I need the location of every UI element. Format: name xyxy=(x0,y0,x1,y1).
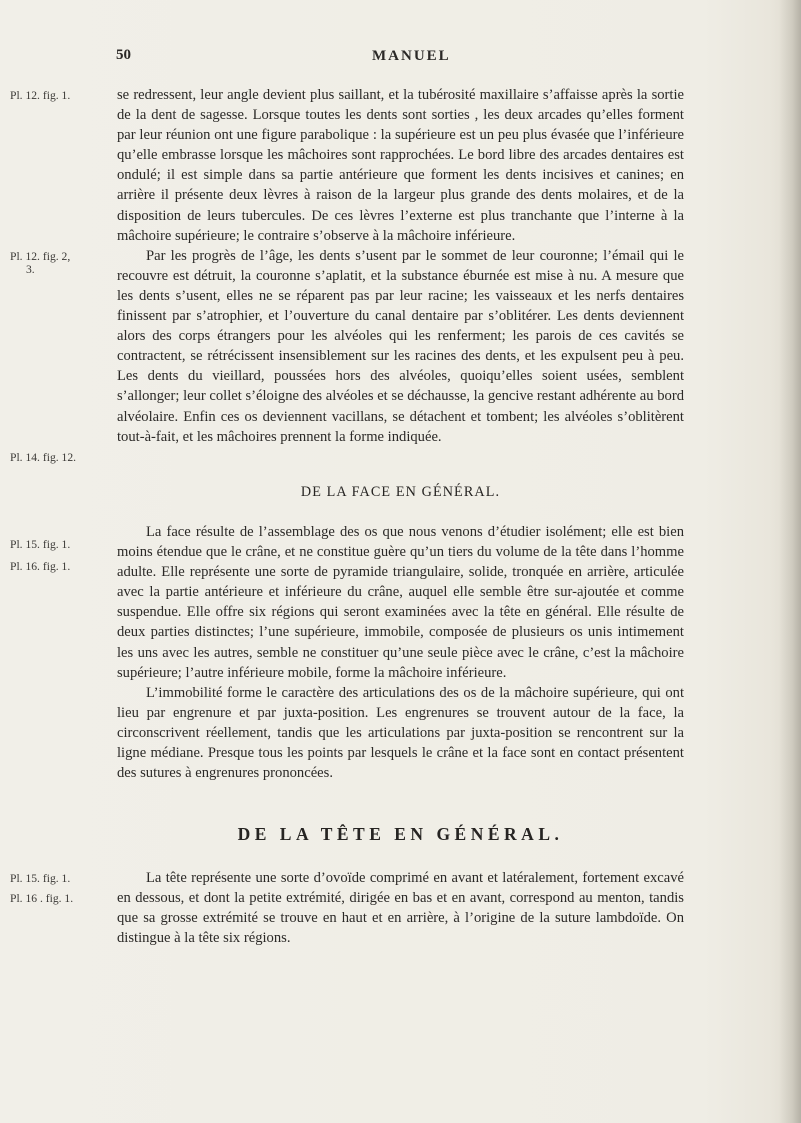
page-edge-shadow xyxy=(779,0,801,1123)
margin-note: Pl. 16. fig. 1. xyxy=(10,560,71,573)
running-head xyxy=(0,47,801,71)
page-number: 50 xyxy=(116,47,131,63)
running-title: MANUEL xyxy=(372,48,451,64)
paragraph: La face résulte de l’assemblage des os que nous venons d’étudier isolément; elle est bien moins étendue que le crâne, et ne constitue guère qu’un tiers du volume de la tête dans l’homme adulte. Elle représente une sorte de pyramide triangulaire, solide, tronquée en arrière, articulée avec la partie antérieure et inférieure du crâne, auquel elle semble être sur-ajoutée et comme suspendue. Elle offre six régions qui seront examinées avec la tête en général. Elle résulte de deux parties distinctes; l’une supérieure, immobile, composée de plusieurs os unis intimement les uns avec les autres, semble ne constituer qu’une seule pièce avec le crâne, c’est la mâchoire supérieure; l’autre inférieure mobile, forme la mâchoire inférieure. xyxy=(117,524,684,681)
body-text-section-1 xyxy=(117,85,684,447)
margin-note: Pl. 12. fig. 1. xyxy=(10,89,71,102)
section-heading: DE LA FACE EN GÉNÉRAL. xyxy=(300,484,501,500)
paragraph: La tête représente une sorte d’ovoïde comprimé en avant et latéralement, fortement excavé en dessous, et dont la petite extrémité, dirigée en bas et en avant, correspond au menton, tandis que sa grosse extrémité se trouve en haut et en arrière, à l’origine de la suture lambdoïde. On distingue à la tête six régions. xyxy=(117,870,684,947)
margin-note: Pl. 15. fig. 1. xyxy=(10,872,71,885)
margin-note: Pl. 15. fig. 1. xyxy=(10,538,71,551)
paragraph: L’immobilité forme le caractère des articulations des os de la mâchoire supérieure, qui ont lieu par engrenure et par juxta-position. Les engrenures se trouvent autour de la face, la circonscrivent réellement, tandis que les articulations par juxta-position se rencontrent sur la ligne médiane. Presque tous les points par lesquels le crâne et la face sont en contact présentent des sutures à engrenures prononcées. xyxy=(117,684,684,782)
paragraph: Par les progrès de l’âge, les dents s’usent par le sommet de leur couronne; l’émail qui le recouvre est détruit, la couronne s’aplatit, et la substance éburnée est mise à nu. A mesure que les dents s’usent, elles ne se réparent pas par leur racine; les vaisseaux et les nerfs dentaires finissent par s’atrophier, et l’ouverture du canal dentaire par s’oblitérer. Les dents deviennent alors des corps étrangers pour les alvéoles qui les renferment; les parois de ces cavités se contractent, se rétrécissent insensiblement sur les racines des dents, et les expulsent peu à peu. Les dents du vieillard, poussées hors des alvéoles, quoiqu’elles soient usées, semblent s’allonger; leur collet s’éloigne des alvéoles et se déchausse, la gencive restant adhérente au bord alvéolaire. Enfin ces os deviennent vacillans, se détachent et tombent; les alvéoles s’oblitèrent tout-à-fait, et les mâchoires prennent la forme indiquée. xyxy=(117,247,684,445)
paragraph: se redressent, leur angle devient plus saillant, et la tubérosité maxillaire s’affaisse après la sortie de la dent de sagesse. Lorsque toutes les dents sont sorties , les deux arcades qu’elles forment par leur réunion ont une figure parabolique : la supérieure est un peu plus évasée que l’inférieure qu’elle embrasse lorsque les mâchoires sont rapprochées. Le bord libre des arcades dentaires est ondulé; il est simple dans sa partie antérieure que forment les dents incisives et canines; en arrière il présente deux lèvres à raison de la largeur plus grande des dents molaires, et de la disposition de leurs tubercules. De ces lèvres l’externe est plus tranchante que l’interne à la mâchoire supérieure; le contraire s’observe à la mâchoire inférieure. xyxy=(117,87,684,244)
margin-note: Pl. 12. fig. 2, xyxy=(10,250,71,263)
body-text-section-3 xyxy=(117,868,684,948)
margin-note: Pl. 16 . fig. 1. xyxy=(10,892,74,905)
margin-note: Pl. 14. fig. 12. xyxy=(10,451,77,464)
section-heading: DE LA TÊTE EN GÉNÉRAL. xyxy=(237,824,564,844)
body-text-section-2 xyxy=(117,522,684,783)
margin-note: 3. xyxy=(26,263,35,276)
